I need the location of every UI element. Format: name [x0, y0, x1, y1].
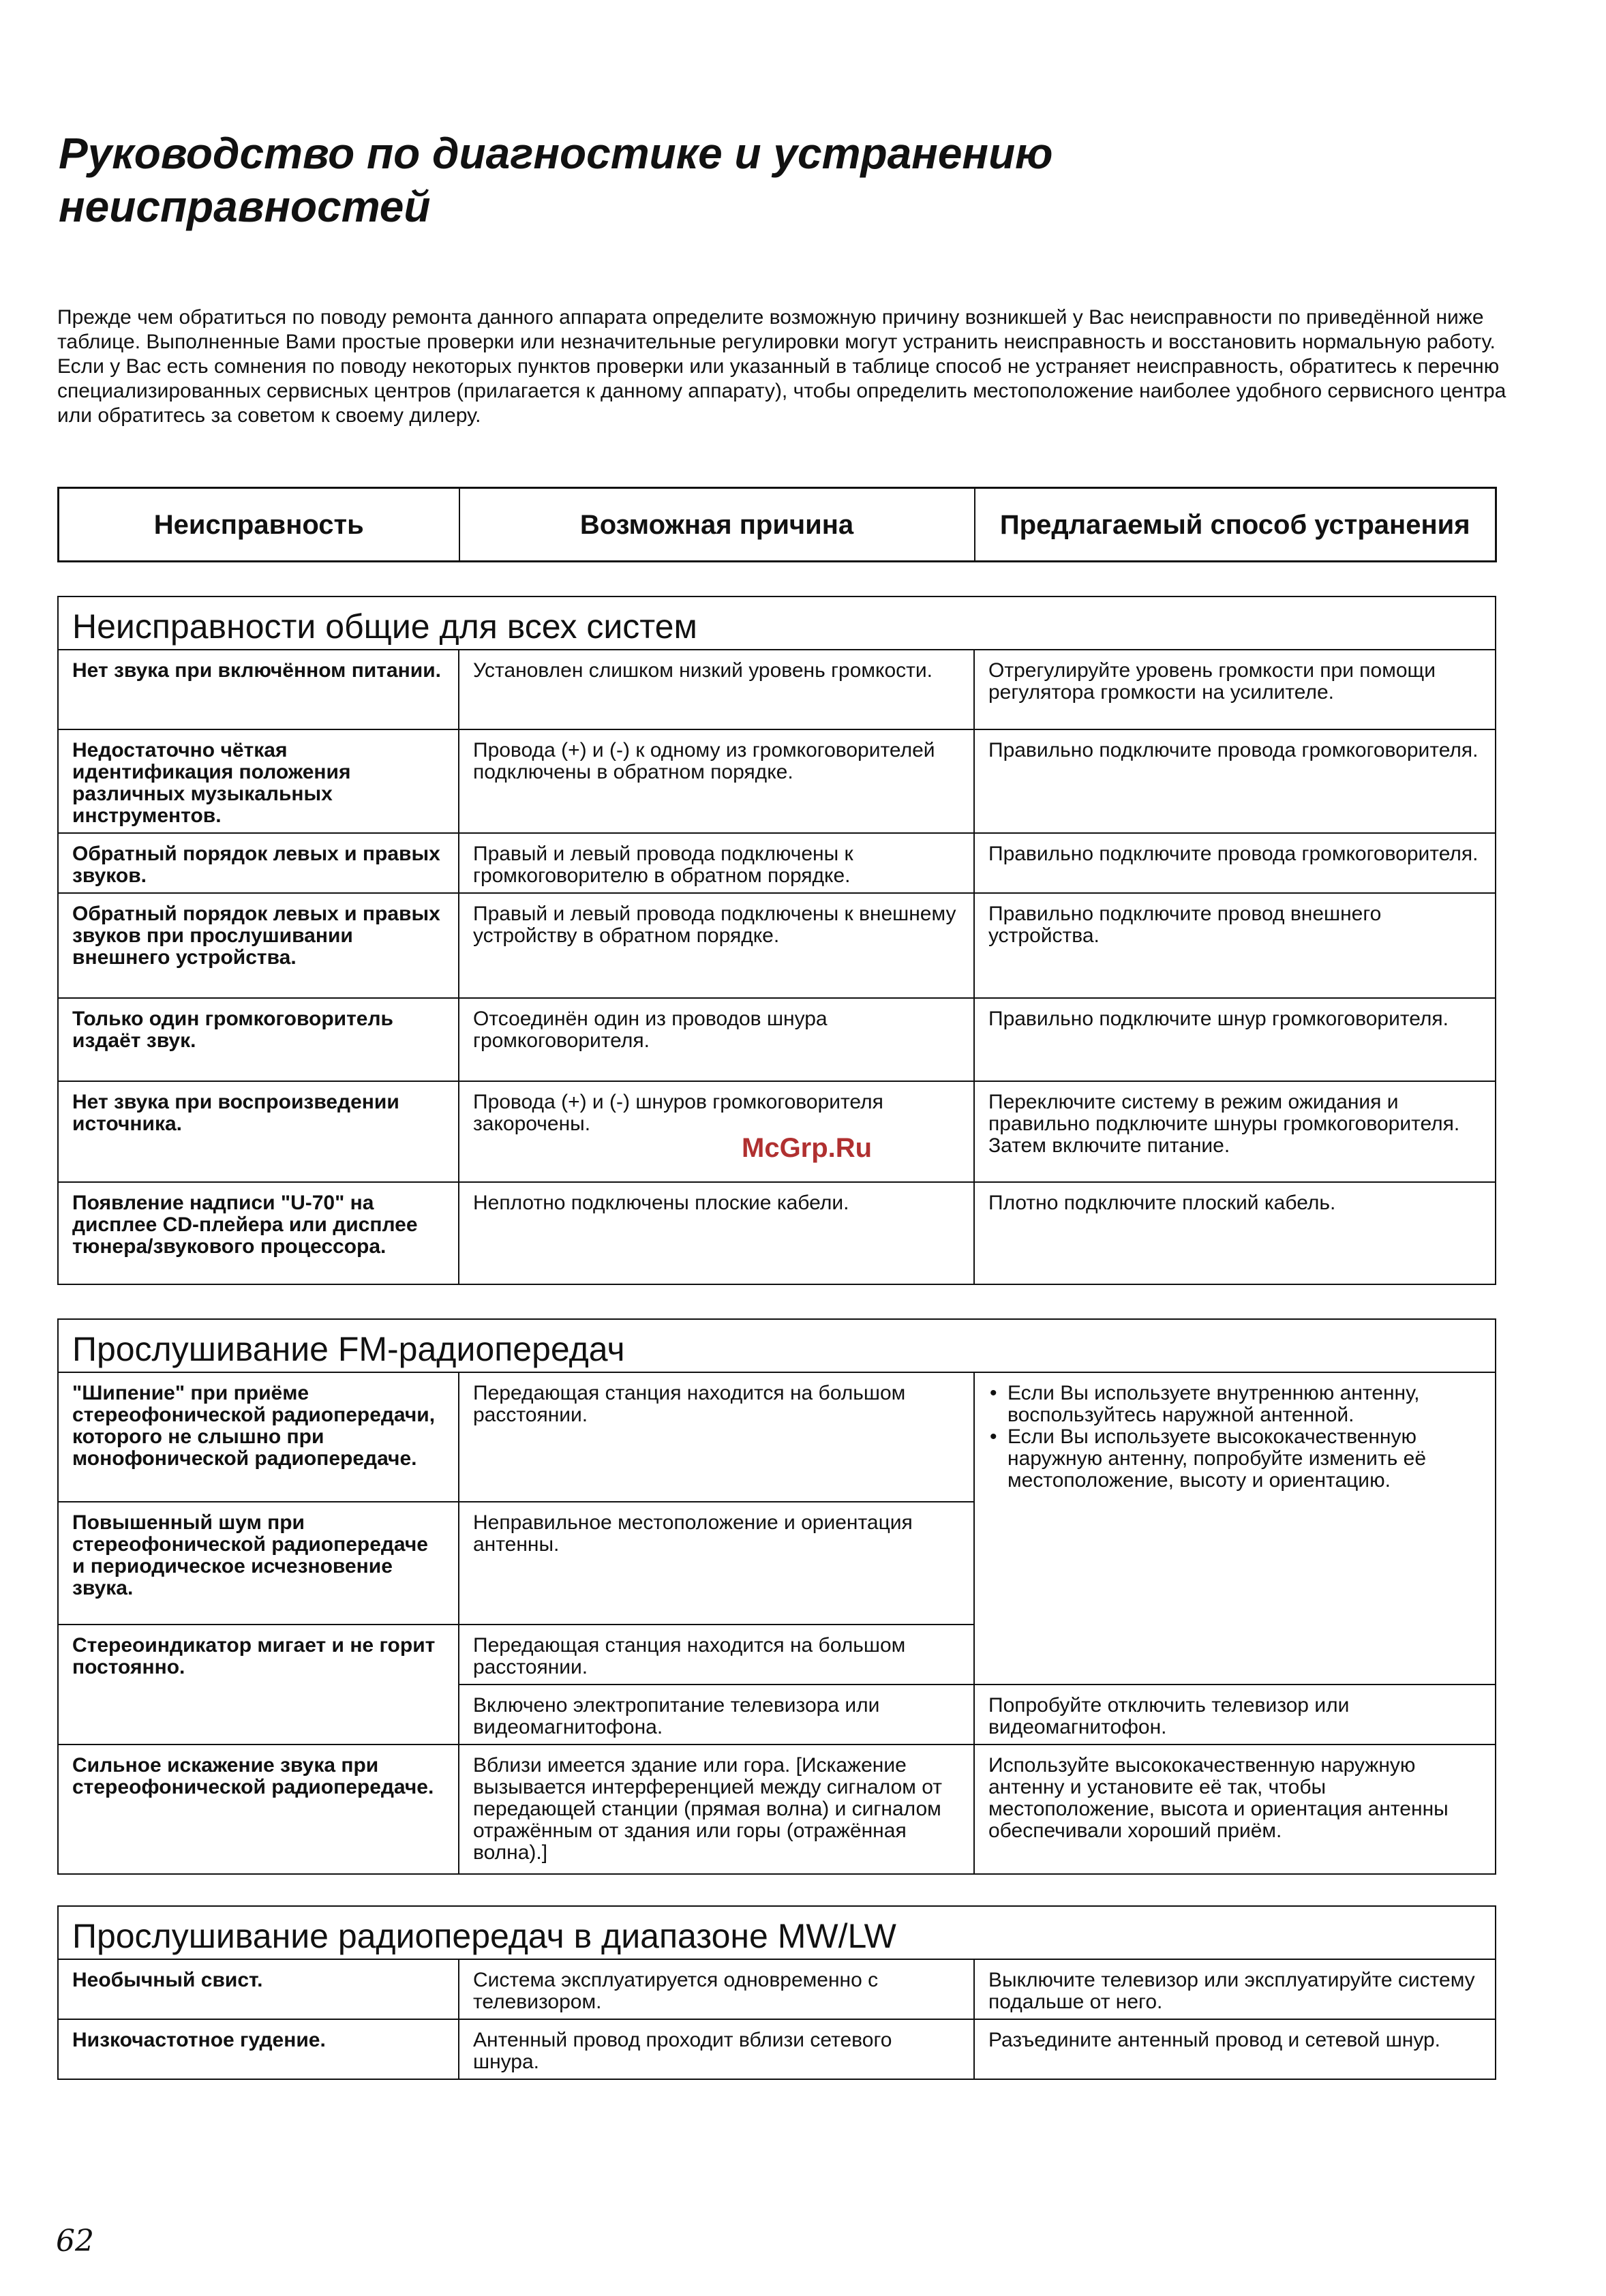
intro-paragraph-1: Прежде чем обратиться по поводу ремонта данного аппарата определите возможную причину возникшей у Вас неисправности по приведённой ниже таблице. Выполненные Вами простые проверки или незначительные регулировки могут устранить неисправность и восстановить нормальную работу.	[57, 306, 1496, 353]
header-remedy: Предлагаемый способ устранения	[975, 488, 1496, 562]
remedy-cell: Отрегулируйте уровень громкости при помощи регулятора громкости на усилителе.	[974, 650, 1496, 729]
section-title-general: Неисправности общие для всех систем	[58, 596, 1496, 650]
remedy-cell: Переключите систему в режим ожидания и правильно подключите шнуры громкоговорителя. Затем включите питание.	[974, 1081, 1496, 1182]
cause-cell: Провода (+) и (-) к одному из громкоговорителей подключены в обратном порядке.	[459, 729, 974, 833]
cause-cell: Неправильное местоположение и ориентация антенны.	[459, 1502, 974, 1625]
fault-cell: Нет звука при включённом питании.	[58, 650, 459, 729]
cause-cell: Передающая станция находится на большом расстоянии.	[459, 1372, 974, 1502]
fault-cell: Нет звука при воспроизведении источника.	[58, 1081, 459, 1182]
table-row	[58, 1959, 1496, 2019]
remedy-cell	[974, 1372, 1496, 1685]
section-title-fm: Прослушивание FM-радиопередач	[58, 1319, 1496, 1372]
table-row	[58, 650, 1496, 729]
remedy-cell: Плотно подключите плоский кабель.	[974, 1182, 1496, 1284]
fault-cell: Низкочастотное гудение.	[58, 2019, 459, 2079]
intro-paragraph-2: Если у Вас есть сомнения по поводу некоторых пунктов проверки или указанный в таблице способ не устраняет неисправность, обратитесь к перечню специализированных сервисных центров (прилагается к данному аппарату), чтобы определить местоположение наиболее удобного сервисного центра или обратитесь за советом к своему дилеру.	[57, 355, 1506, 427]
page-title: Руководство по диагностике и устранению неисправностей	[59, 129, 1053, 231]
header-fault: Неисправность	[59, 488, 459, 562]
remedy-cell: Выключите телевизор или эксплуатируйте систему подальше от него.	[974, 1959, 1496, 2019]
cause-cell: Провода (+) и (-) шнуров громкоговорителя закорочены.	[459, 1081, 974, 1182]
fault-cell: Повышенный шум при стереофонической радиопередаче и периодическое исчезновение звука.	[58, 1502, 459, 1625]
remedy-cell: Попробуйте отключить телевизор или видеомагнитофон.	[974, 1685, 1496, 1744]
remedy-cell: Правильно подключите шнур громкоговорителя.	[974, 998, 1496, 1081]
fault-cell: "Шипение" при приёме стереофонической радиопередачи, которого не слышно при монофонической радиопередаче.	[58, 1372, 459, 1502]
table-row	[58, 2019, 1496, 2079]
cause-cell: Система эксплуатируется одновременно с телевизором.	[459, 1959, 974, 2019]
remedy-cell: Правильно подключите провод внешнего устройства.	[974, 893, 1496, 998]
fault-cell: Только один громкоговоритель издаёт звук.	[58, 998, 459, 1081]
remedy-bullet: • Если Вы используете высококачественную наружную антенну, попробуйте изменить её местоположение, высоту и ориентацию.	[1007, 1426, 1481, 1492]
fault-cell: Стереоиндикатор мигает и не горит постоянно.	[58, 1625, 459, 1744]
cause-cell: Установлен слишком низкий уровень громкости.	[459, 650, 974, 729]
cause-cell: Неплотно подключены плоские кабели.	[459, 1182, 974, 1284]
watermark: McGrp.Ru	[742, 1133, 873, 1163]
cause-cell: Правый и левый провода подключены к громкоговорителю в обратном порядке.	[459, 833, 974, 893]
header-cause: Возможная причина	[459, 488, 975, 562]
fault-cell: Сильное искажение звука при стереофонической радиопередаче.	[58, 1744, 459, 1874]
remedy-cell: Разъедините антенный провод и сетевой шнур.	[974, 2019, 1496, 2079]
table-row	[58, 893, 1496, 998]
table-row	[58, 729, 1496, 833]
fault-cell: Обратный порядок левых и правых звуков при прослушивании внешнего устройства.	[58, 893, 459, 998]
cause-cell: Передающая станция находится на большом расстоянии.	[459, 1625, 974, 1685]
cause-cell: Правый и левый провода подключены к внешнему устройству в обратном порядке.	[459, 893, 974, 998]
fault-cell: Обратный порядок левых и правых звуков.	[58, 833, 459, 893]
page-number: 62	[56, 2224, 94, 2259]
remedy-cell: Правильно подключите провода громкоговорителя.	[974, 729, 1496, 833]
cause-cell: Включено электропитание телевизора или видеомагнитофона.	[459, 1685, 974, 1744]
mwlw-table	[57, 1905, 1496, 2080]
cause-cell: Отсоединён один из проводов шнура громкоговорителя.	[459, 998, 974, 1081]
table-row	[58, 833, 1496, 893]
table-row	[58, 1744, 1496, 1874]
cause-cell: Вблизи имеется здание или гора. [Искажение вызывается интерференцией между сигналом от передающей станции (прямая волна) и сигналом отражённым от здания или горы (отражённая волна).]	[459, 1744, 974, 1874]
cause-cell: Антенный провод проходит вблизи сетевого шнура.	[459, 2019, 974, 2079]
fault-cell: Недостаточно чёткая идентификация положения различных музыкальных инструментов.	[58, 729, 459, 833]
column-header-table	[57, 487, 1497, 562]
table-row	[58, 1081, 1496, 1182]
fault-cell: Необычный свист.	[58, 1959, 459, 2019]
fm-table	[57, 1318, 1496, 1875]
table-row	[58, 998, 1496, 1081]
remedy-cell: Используйте высококачественную наружную антенну и установите её так, чтобы местоположение, высота и ориентация антенны обеспечивали хороший приём.	[974, 1744, 1496, 1874]
section-title-mwlw: Прослушивание радиопередач в диапазоне MW/LW	[58, 1906, 1496, 1959]
fault-cell: Появление надписи "U-70" на дисплее CD-плейера или дисплее тюнера/звукового процессора.	[58, 1182, 459, 1284]
remedy-cell: Правильно подключите провода громкоговорителя.	[974, 833, 1496, 893]
general-faults-table	[57, 596, 1496, 1285]
remedy-bullet: • Если Вы используете внутреннюю антенну, воспользуйтесь наружной антенной.	[1007, 1383, 1481, 1426]
table-row	[58, 1182, 1496, 1284]
table-row	[58, 1372, 1496, 1502]
intro-text	[57, 305, 1543, 428]
